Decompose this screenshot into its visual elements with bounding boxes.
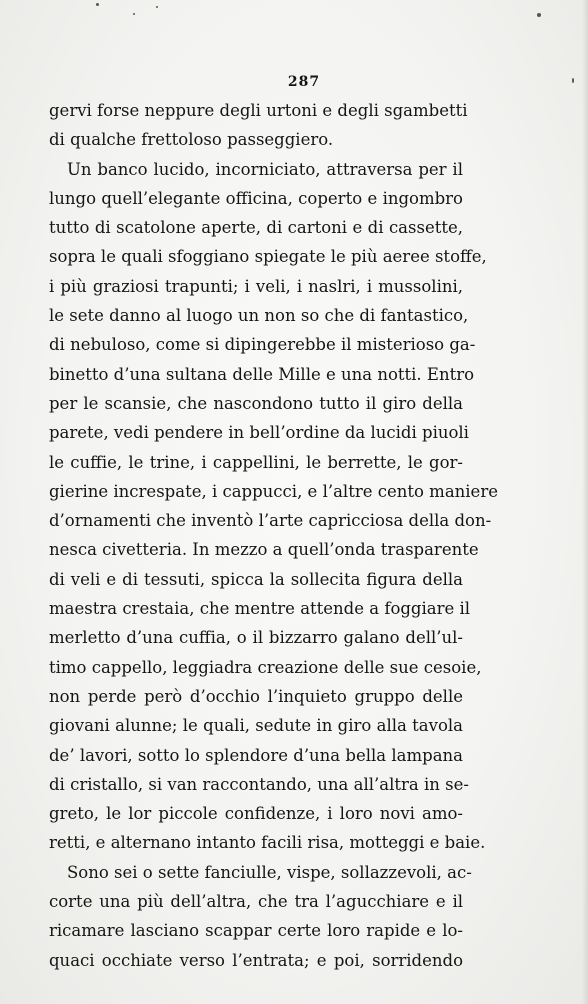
text-line: sopra le quali sfoggiano spiegate le più aeree stoffe,: [49, 247, 487, 267]
text-line: di veli e di tessuti, spicca la sollecita figura della: [49, 569, 463, 589]
text-line: ricamare lasciano scappar certe loro rapide e lo-: [49, 921, 463, 941]
text-line: non perde però d’occhio l’inquieto gruppo delle: [49, 686, 463, 706]
body-text: [49, 96, 498, 975]
text-line: per le scansie, che nascondono tutto il giro della: [49, 393, 463, 413]
text-line: corte una più dell’altra, che tra l’agucchiare e il: [49, 892, 463, 912]
text-line: maestra crestaia, che mentre attende a foggiare il: [49, 599, 471, 619]
text-line: di qualche frettoloso passeggiero.: [49, 130, 334, 150]
text-line: Un banco lucido, incorniciato, attraversa per il: [67, 159, 463, 179]
text-line: nesca civetteria. In mezzo a quell’onda trasparente: [49, 540, 479, 560]
text-line: Sono sei o sette fanciulle, vispe, sollazzevoli, ac-: [67, 862, 472, 882]
text-line: d’ornamenti che inventò l’arte capricciosa della don-: [49, 511, 492, 531]
ink-speck: [537, 13, 541, 17]
text-line: le cuffie, le trine, i cappellini, le berrette, le gor-: [49, 452, 463, 472]
ink-speck: [156, 6, 158, 8]
text-line: retti, e alternano intanto facili risa, motteggi e baie.: [49, 833, 486, 853]
text-line: timo cappello, leggiadra creazione delle sue cesoie,: [49, 657, 482, 677]
text-line: greto, le lor piccole confidenze, i loro novi amo-: [49, 804, 463, 824]
text-line: gierine increspate, i cappucci, e l’altre cento maniere: [49, 481, 498, 501]
ink-speck: [96, 3, 99, 6]
text-line: parete, vedi pendere in bell’ordine da lucidi piuoli: [49, 423, 469, 443]
text-line: tutto di scatolone aperte, di cartoni e di cassette,: [49, 218, 463, 238]
text-line: di cristallo, si van raccontando, una all’altra in se-: [49, 774, 469, 794]
text-line: de’ lavori, sotto lo splendore d’una bella lampana: [49, 745, 463, 765]
text-line: binetto d’una sultana delle Mille e una notti. Entro: [49, 364, 475, 384]
text-line: i più graziosi trapunti; i veli, i naslri, i mussolini,: [49, 276, 463, 296]
ink-speck: [133, 13, 135, 15]
text-line: le sete danno al luogo un non so che di fantastico,: [49, 306, 469, 326]
page-edge-shadow: [582, 0, 588, 1004]
text-line: giovani alunne; le quali, sedute in giro alla tavola: [49, 716, 463, 736]
text-line: merletto d’una cuffia, o il bizzarro galano dell’ul-: [49, 628, 463, 648]
text-line: gervi forse neppure degli urtoni e degli sgambetti: [49, 101, 468, 120]
text-line: lungo quell’elegante officina, coperto e ingombro: [49, 188, 463, 208]
text-line: di nebuloso, come si dipingerebbe il misterioso ga-: [49, 335, 476, 355]
text-line: quaci occhiate verso l’entrata; e poi, sorridendo: [49, 950, 463, 970]
page-number: 287: [287, 74, 321, 90]
